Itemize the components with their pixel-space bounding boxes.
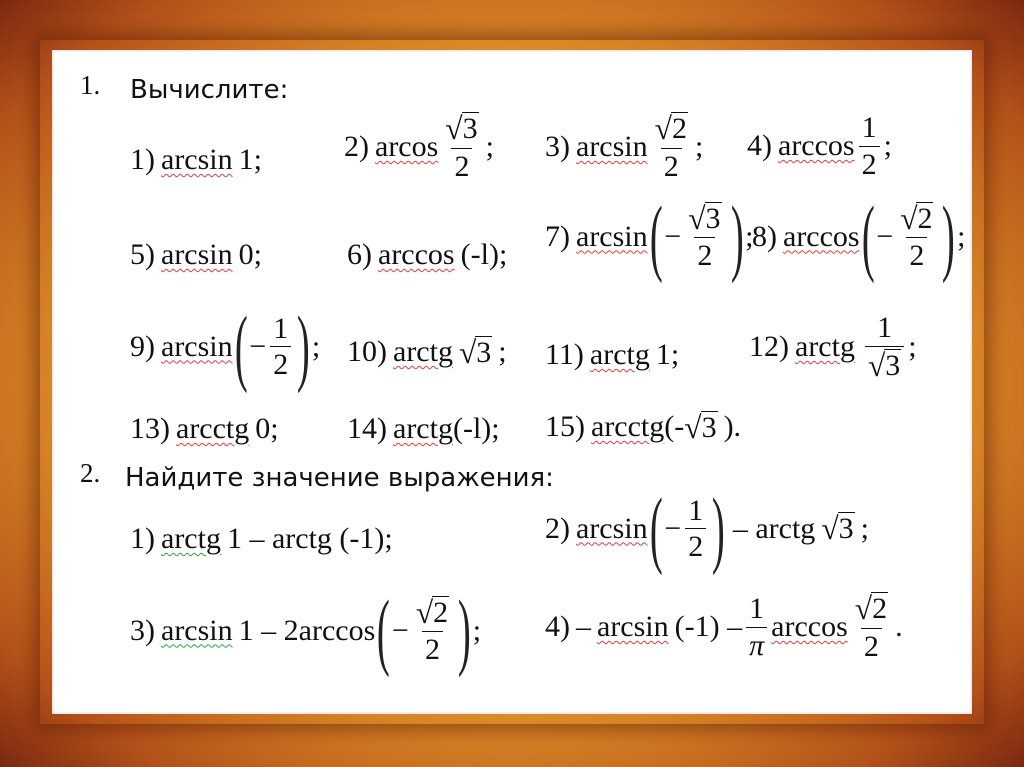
exercise-1-11: 11) arctg 1 ; [545, 338, 680, 371]
exercise-2-4: 4) – arcsin (-1) – $\frac{1}{\pi}$ arccos √ 2 2 . [545, 591, 903, 663]
exercise-1-15: 15) arcctg (- √ 3 ). [545, 409, 742, 445]
exercise-1-7: 7) arcsin ( − √ 3 2 ) ; [545, 188, 754, 284]
exercise-1-5: 5) arcsin 0 ; [130, 238, 262, 271]
fraction: √ 2 2 [415, 594, 449, 667]
exercise-1-6: 6) arccos (-l) ; [347, 238, 508, 271]
worksheet [52, 50, 972, 714]
section1-title: Вычислите: [130, 75, 289, 105]
exercise-1-12: 12) arctg 1 √ 3 ; [749, 311, 917, 383]
section1-number: 1. [80, 70, 101, 100]
exercise-1-13: 13) arcctg 0 ; [130, 412, 279, 445]
exercise-1-4: 4) arccos $\frac{1}{2}$ ; [747, 111, 892, 181]
fraction: √ 2 2 [654, 111, 687, 183]
exercise-1-14: 14) arctg (-l) ; [347, 412, 500, 445]
exercise-1-10: 10) arctg √ 3 ; [347, 334, 507, 370]
exercise-1-9: 9) arcsin ( − $\frac{1}{2}$ ) ; [130, 298, 321, 394]
fraction: $\frac{1}{2}$ [859, 112, 880, 180]
exercise-1-3: 3) arcsin √ 2 2 ; [545, 111, 704, 183]
fraction: $\frac{1}{\pi}$ [746, 593, 767, 661]
exercise-1-1: 1) arcsin 1 ; [130, 143, 262, 176]
exercise-1-8: 8) arccos ( − √ 2 2 ) ; [752, 188, 966, 284]
section2-number: 2. [80, 458, 101, 488]
fraction: $\frac{1}{2}$ [685, 495, 706, 563]
exercise-1-2: 2) arcos √ 3 2 ; [344, 111, 494, 183]
fraction: √ 2 2 [854, 591, 888, 663]
fraction: √ 3 2 [688, 200, 721, 273]
exercise-2-3: 3) arcsin 1 – 2arccos ( − √ 2 2 ) ; [130, 582, 482, 678]
fraction: √ 3 2 [445, 111, 478, 183]
section2-title: Найдите значение выражения: [125, 463, 554, 493]
fraction: √ 2 2 [900, 200, 933, 273]
exercise-2-1: 1) arctg 1 – arctg (-1); [130, 522, 393, 555]
fraction: $\frac{1}{2}$ [270, 313, 291, 381]
exercise-2-2: 2) arcsin ( − $\frac{1}{2}$ ) – arctg √ 3 ; [545, 480, 869, 576]
fraction: 1 √ 3 [865, 312, 904, 382]
